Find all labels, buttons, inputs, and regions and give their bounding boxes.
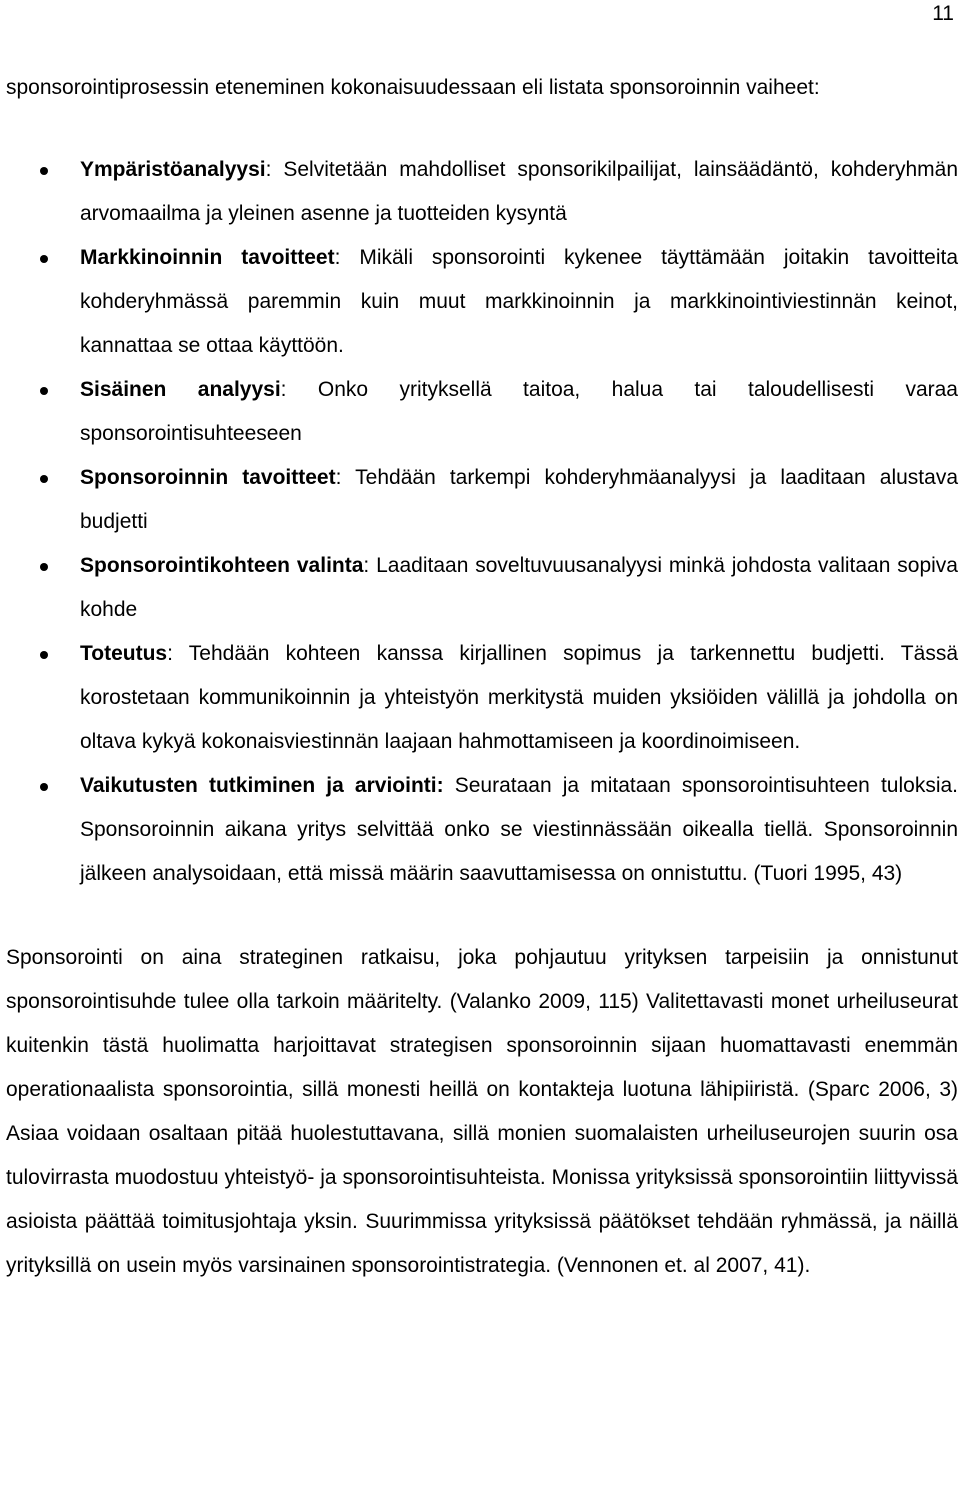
- step-separator: :: [363, 554, 370, 577]
- bullet-icon: [40, 783, 48, 791]
- step-separator: :: [334, 246, 341, 269]
- step-text: Laaditaan soveltuvuusanalyysi minkä johdosta valitaan sopiva kohde: [80, 554, 958, 621]
- step-separator: :: [335, 466, 342, 489]
- step-text: Selvitetään mahdolliset sponsorikilpailijat, lainsäädäntö, kohderyhmän arvomaailma ja yleinen asenne ja tuotteiden kysyntä: [80, 158, 958, 225]
- step-text: Tehdään tarkempi kohderyhmäanalyysi ja laaditaan alustava budjetti: [80, 466, 958, 533]
- bullet-icon: [40, 651, 48, 659]
- list-item: [6, 764, 958, 896]
- step-text: Onko yrityksellä taitoa, halua tai taloudellisesti varaa sponsorointisuhteeseen: [80, 378, 958, 445]
- bullet-icon: [40, 387, 48, 395]
- step-term: Markkinoinnin tavoitteet: [80, 246, 335, 269]
- step-separator: :: [280, 378, 287, 401]
- step-text: Seurataan ja mitataan sponsorointisuhteen tuloksia. Sponsoroinnin aikana yritys selvittää onko se viestinnässään oikealla tiellä. Sponsoroinnin jälkeen analysoidaan, että missä määrin saavuttamisessa on onnistuttu. (Tuori 1995, 43): [80, 774, 958, 885]
- step-term: Sisäinen analyysi: [80, 378, 281, 401]
- list-item: [6, 544, 958, 632]
- sponsorship-process-list: [6, 148, 958, 896]
- bullet-icon: [40, 475, 48, 483]
- list-item: [6, 368, 958, 456]
- step-term: Sponsoroinnin tavoitteet: [80, 466, 336, 489]
- step-separator: :: [265, 158, 272, 181]
- step-separator: :: [167, 642, 173, 665]
- step-text: Tehdään kohteen kanssa kirjallinen sopimus ja tarkennettu budjetti. Tässä korostetaan kommunikoinnin ja yhteistyön merkitystä muiden yksiöiden välillä ja johdolla on oltava kykyä kokonaisviestinnän laajaan hahmottamiseen ja koordinoimiseen.: [80, 642, 958, 753]
- step-term: Vaikutusten tutkiminen ja arviointi:: [80, 774, 444, 797]
- closing-paragraph: Sponsorointi on aina strateginen ratkaisu, joka pohjautuu yrityksen tarpeisiin ja onnistunut sponsorointisuhde tulee olla tarkoin määritelty. (Valanko 2009, 115) Valitettavasti monet urheiluseurat kuitenkin tästä huolimatta harjoittavat strategisen sponsoroinnin sijaan huomattavasti enemmän operationaalista sponsorointia, sillä monesti heillä on kontakteja luotuna lähipiiristä. (Sparc 2006, 3) Asiaa voidaan osaltaan pitää huolestuttavana, sillä monien suomalaisten urheiluseurojen suurin osa tulovirrasta muodostuu yhteistyö- ja sponsorointisuhteista. Monissa yrityksissä sponsorointiin liittyvissä asioista päättää toimitusjohtaja yksin. Suurimmissa yrityksissä päätökset tehdään ryhmässä, ja näillä yrityksillä on usein myös varsinainen sponsorointistrategia. (Vennonen et. al 2007, 41).: [6, 946, 958, 1277]
- intro-paragraph: sponsorointiprosessin eteneminen kokonaisuudessaan eli listata sponsoroinnin vaiheet:: [6, 76, 820, 99]
- step-term: Sponsorointikohteen valinta: [80, 554, 364, 577]
- list-item: [6, 632, 958, 764]
- page-number: 11: [932, 2, 954, 25]
- list-item: [6, 236, 958, 368]
- bullet-icon: [40, 563, 48, 571]
- step-text: Mikäli sponsorointi kykenee täyttämään joitakin tavoitteita kohderyhmässä paremmin kuin muut markkinoinnin ja markkinointiviestinnän keinot, kannattaa se ottaa käyttöön.: [80, 246, 959, 357]
- list-item: [6, 456, 958, 544]
- step-term: Ympäristöanalyysi: [80, 158, 266, 181]
- bullet-icon: [40, 167, 48, 175]
- bullet-icon: [40, 255, 48, 263]
- step-term: Toteutus: [80, 642, 168, 665]
- list-item: [6, 148, 958, 236]
- document-body: [6, 66, 958, 1288]
